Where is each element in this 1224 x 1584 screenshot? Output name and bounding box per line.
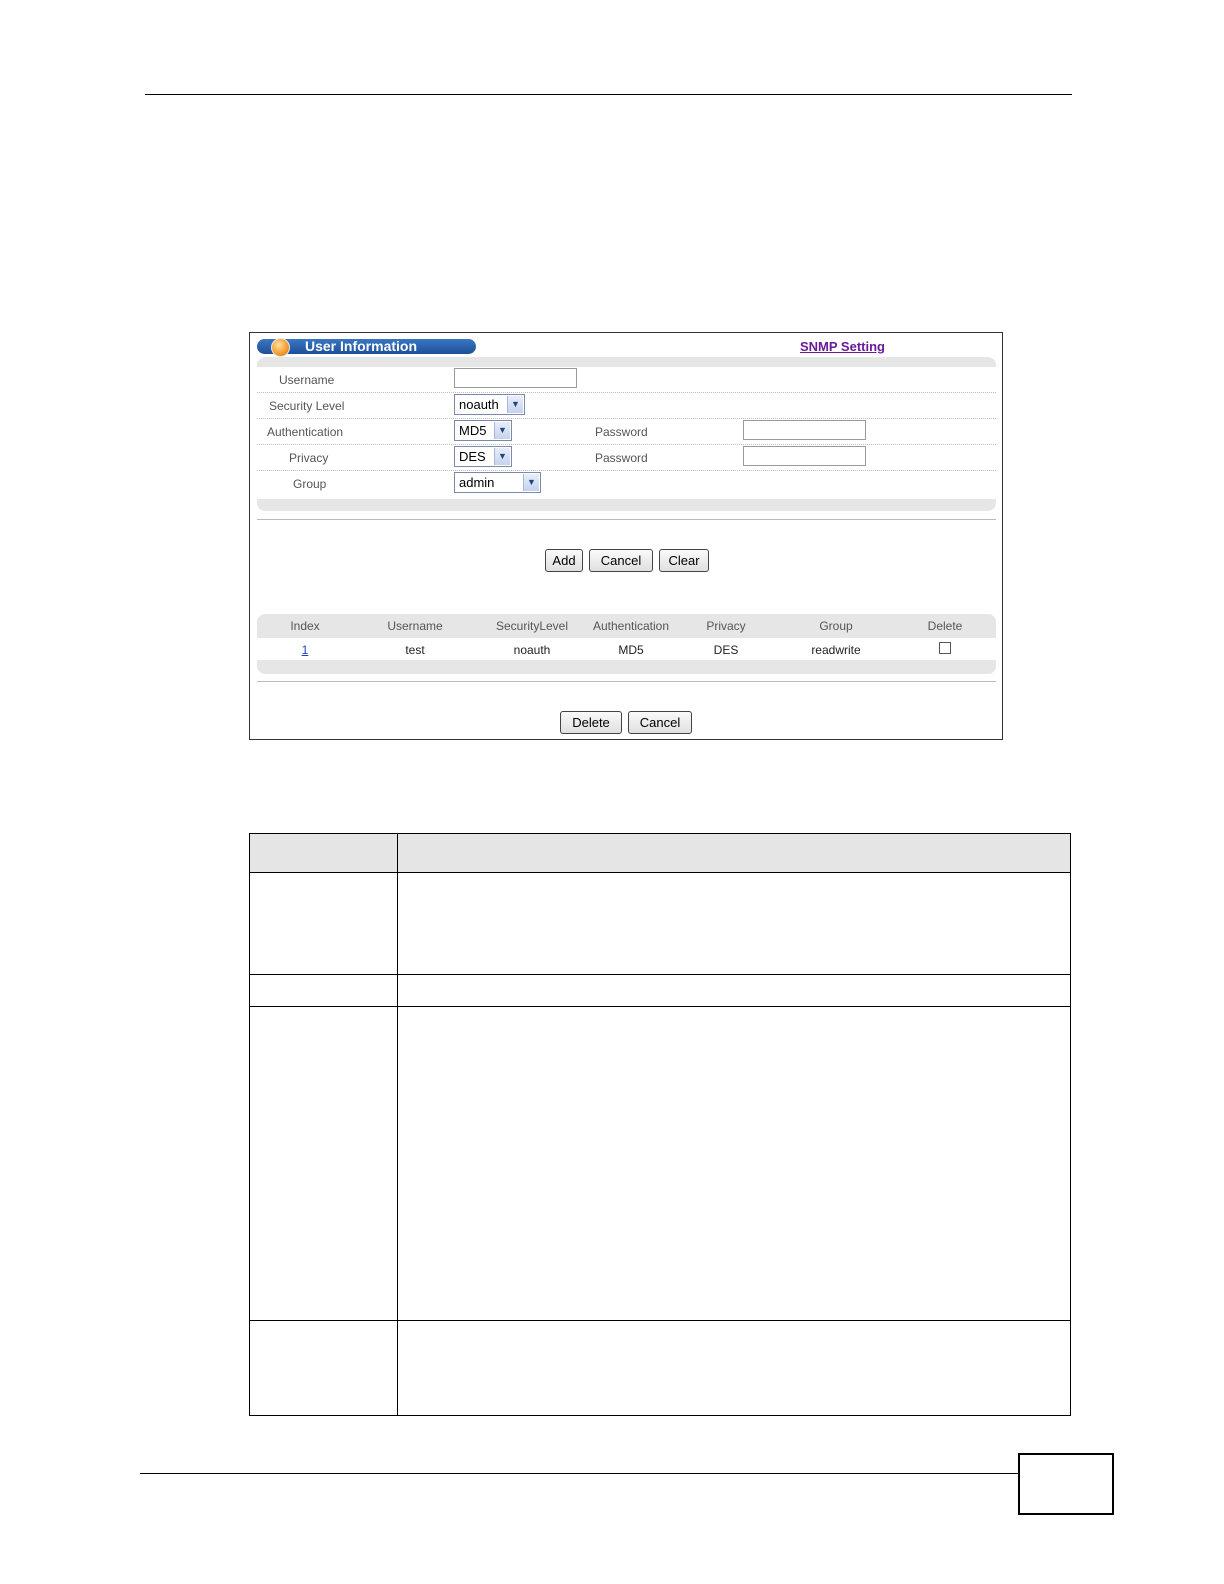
security-level-value: noauth bbox=[459, 397, 499, 412]
privacy-row bbox=[257, 445, 996, 471]
row-divider bbox=[250, 1320, 1070, 1321]
delete-checkbox[interactable] bbox=[939, 642, 951, 654]
cancel-delete-button[interactable]: Cancel bbox=[628, 711, 692, 734]
table-row bbox=[257, 638, 996, 660]
user-list-table bbox=[257, 614, 996, 674]
security-level-select[interactable] bbox=[454, 394, 525, 415]
col-delete: Delete bbox=[927, 619, 963, 633]
group-label: Group bbox=[293, 477, 327, 491]
username-row bbox=[257, 367, 996, 393]
column-divider bbox=[397, 834, 398, 1415]
security-level-label: Security Level bbox=[269, 399, 345, 413]
privacy-value: DES bbox=[459, 449, 486, 464]
username-label: Username bbox=[279, 373, 335, 387]
panel-title: User Information bbox=[305, 338, 418, 354]
row-privacy: DES bbox=[713, 643, 739, 657]
authentication-value: MD5 bbox=[459, 423, 487, 438]
col-privacy: Privacy bbox=[706, 619, 746, 633]
authentication-row bbox=[257, 419, 996, 445]
chevron-down-icon: ▼ bbox=[523, 474, 539, 491]
snmp-setting-link[interactable]: SNMP Setting bbox=[800, 339, 885, 354]
username-input[interactable] bbox=[454, 368, 577, 388]
col-username: Username bbox=[387, 619, 443, 633]
col-index: Index bbox=[290, 619, 320, 633]
footer-rule bbox=[140, 1473, 1020, 1474]
divider bbox=[257, 681, 996, 682]
user-information-panel bbox=[249, 332, 1003, 740]
clear-button[interactable]: Clear bbox=[659, 549, 709, 572]
delete-button[interactable]: Delete bbox=[560, 711, 622, 734]
col-security-level: SecurityLevel bbox=[495, 619, 569, 633]
panel-title-bar bbox=[257, 339, 476, 354]
row-divider bbox=[250, 1006, 1070, 1007]
field-description-table bbox=[249, 833, 1071, 1416]
chevron-down-icon: ▼ bbox=[507, 396, 523, 413]
auth-password-input[interactable] bbox=[743, 420, 866, 440]
table-header bbox=[250, 834, 1070, 873]
row-index-link[interactable]: 1 bbox=[301, 643, 309, 657]
page-number-box bbox=[1018, 1453, 1114, 1515]
chevron-down-icon: ▼ bbox=[494, 448, 510, 465]
row-authentication: MD5 bbox=[618, 643, 644, 657]
privacy-label: Privacy bbox=[289, 451, 329, 465]
cancel-button[interactable]: Cancel bbox=[589, 549, 653, 572]
add-button[interactable]: Add bbox=[545, 549, 583, 572]
divider bbox=[257, 519, 996, 520]
row-divider bbox=[250, 974, 1070, 975]
group-value: admin bbox=[459, 475, 495, 490]
privacy-password-input[interactable] bbox=[743, 446, 866, 466]
row-group: readwrite bbox=[811, 643, 861, 657]
chevron-down-icon: ▼ bbox=[494, 422, 510, 439]
user-form bbox=[257, 357, 996, 511]
row-security-level: noauth bbox=[513, 643, 551, 657]
header-rule bbox=[145, 94, 1072, 95]
orb-icon bbox=[271, 338, 290, 357]
group-select[interactable] bbox=[454, 472, 541, 493]
auth-password-label: Password bbox=[595, 425, 648, 439]
col-authentication: Authentication bbox=[592, 619, 670, 633]
authentication-label: Authentication bbox=[267, 425, 344, 439]
group-row bbox=[257, 471, 996, 496]
security-level-row bbox=[257, 393, 996, 419]
row-username: test bbox=[405, 643, 425, 657]
privacy-password-label: Password bbox=[595, 451, 648, 465]
col-group: Group bbox=[819, 619, 853, 633]
authentication-select[interactable] bbox=[454, 420, 512, 441]
privacy-select[interactable] bbox=[454, 446, 512, 467]
